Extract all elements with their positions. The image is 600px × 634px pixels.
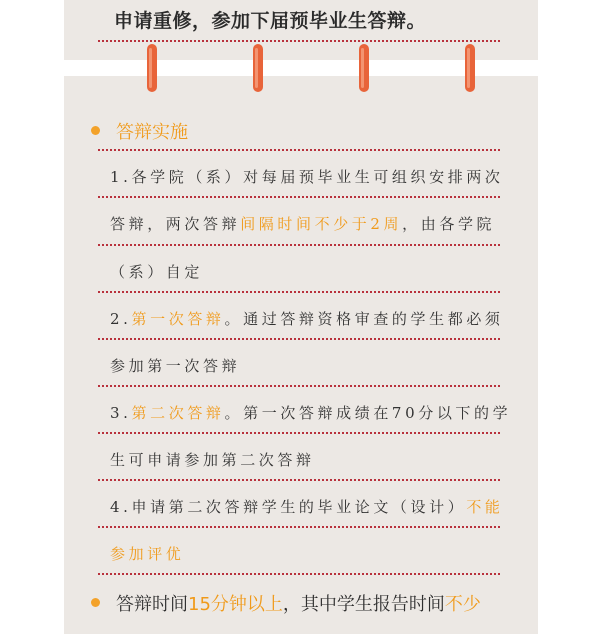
ruled-line bbox=[98, 526, 500, 528]
item-2-line-2: 参加第一次答辩 bbox=[110, 357, 241, 375]
item-4-line-2 bbox=[110, 543, 184, 564]
highlight-text: 15分钟以上 bbox=[188, 594, 283, 615]
ruled-line bbox=[98, 244, 500, 246]
bullet-dot-icon bbox=[91, 126, 100, 135]
ruled-line bbox=[98, 149, 500, 151]
next-section-text: 答辩时间15分钟以上，其中学生报告时间不少 bbox=[116, 594, 481, 615]
ruled-line bbox=[98, 40, 500, 42]
ruled-line bbox=[98, 338, 500, 340]
bullet-dot-icon bbox=[91, 598, 100, 607]
ruled-line bbox=[98, 291, 500, 293]
highlight-text: 第一次答辩 bbox=[131, 310, 225, 328]
item-3-line-2: 生可申请参加第二次答辩 bbox=[110, 451, 315, 469]
ruled-line bbox=[98, 385, 500, 387]
ruled-line bbox=[98, 432, 500, 434]
item-1-line-2: 答辩，两次答辩间隔时间不少于2周，由各学院 bbox=[110, 215, 496, 233]
spiral-ring-icon bbox=[464, 44, 476, 92]
spiral-ring-icon bbox=[146, 44, 158, 92]
highlight-text: 间隔时间不少于2周 bbox=[240, 215, 403, 233]
ruled-line bbox=[98, 479, 500, 481]
spiral-ring-icon bbox=[252, 44, 264, 92]
highlight-text: 不少 bbox=[444, 594, 481, 615]
spiral-ring-icon bbox=[358, 44, 370, 92]
item-4-line-1: 4.申请第二次答辩学生的毕业论文（设计）不能 bbox=[110, 498, 504, 516]
highlight-text: 参加评优 bbox=[110, 545, 185, 563]
item-1-line-1: 1.各学院（系）对每届预毕业生可组织安排两次 bbox=[110, 168, 504, 186]
highlight-text: 第二次答辩 bbox=[131, 404, 225, 422]
highlight-text: 不能 bbox=[466, 498, 504, 516]
section-heading: 答辩实施 bbox=[116, 122, 188, 143]
item-2-line-1: 2.第一次答辩。通过答辩资格审查的学生都必须 bbox=[110, 310, 504, 328]
ruled-line bbox=[98, 573, 500, 575]
top-section-text: 申请重修，参加下届预毕业生答辩。 bbox=[114, 10, 427, 32]
ruled-line bbox=[98, 196, 500, 198]
item-3-line-1: 3.第二次答辩。第一次答辩成绩在70分以下的学 bbox=[110, 404, 512, 422]
item-1-line-3: （系）自定 bbox=[110, 263, 204, 281]
